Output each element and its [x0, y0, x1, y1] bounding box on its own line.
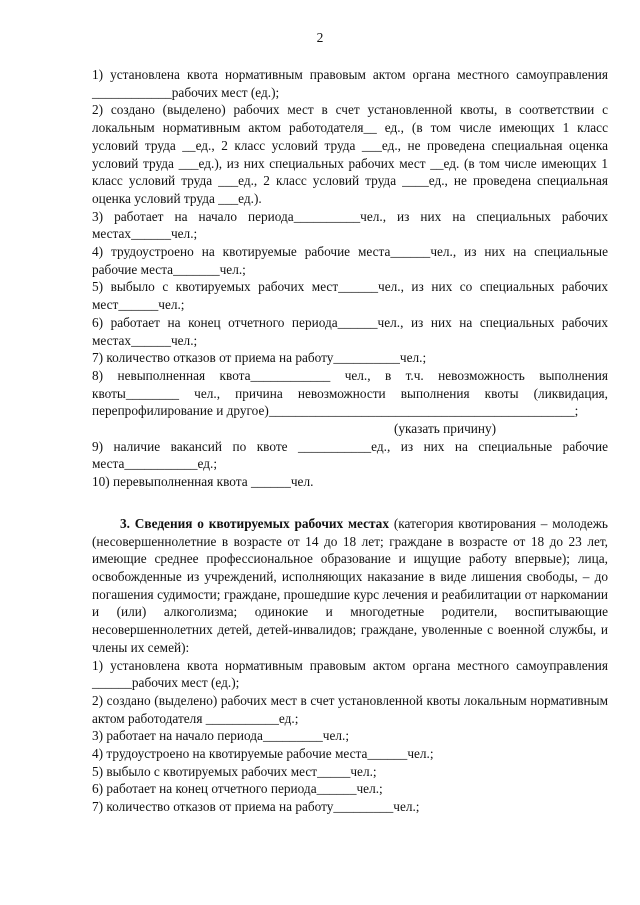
section3-item-7: 7) количество отказов от приема на работу_________чел.; — [92, 799, 420, 815]
page-number: 2 — [316, 30, 324, 45]
section3-heading — [92, 515, 608, 657]
block1-item-3: 3) работает на начало периода__________чел., из них на специальных рабочих местах______чел.; — [92, 208, 608, 242]
section3-item-6: 6) работает на конец отчетного периода______чел.; — [92, 781, 383, 797]
block1-item-1: 1) установлена квота нормативным правовым актом органа местного самоуправления ____________рабочих мест (ед.); — [92, 67, 608, 100]
section3-item-4: 4) трудоустроено на квотируемые рабочие места______чел.; — [92, 746, 434, 762]
block1-item-9: 9) наличие вакансий по квоте ___________ед., из них на специальные рабочие места___________ед.; — [92, 438, 608, 472]
block1-item-4: 4) трудоустроено на квотируемые рабочие места______чел., из них на специальные рабочие места_______чел.; — [92, 244, 608, 277]
section-spacer — [92, 491, 608, 515]
block1-item-5: 5) выбыло с квотируемых рабочих мест______чел., из них со специальных рабочих мест______чел.; — [92, 279, 608, 313]
block1-item-7: 7) количество отказов от приема на работу__________чел.; — [92, 350, 427, 366]
block1-item-8: 8) невыполненная квота____________ чел., в т.ч. невозможность выполнения квоты________ чел., причина невозможности выполнения квоты (ликвидация, перепрофилирование и другое)______________________________________________; — [92, 367, 608, 419]
section3-title-rest: (категория квотирования – молодежь (несовершеннолетние в возрасте от 14 до 18 лет; граждане в возрасте от 18 до 23 лет, имеющие среднее профессиональное образование и ищущие работу впервые); лица, освобожденные из учреждений, исполняющих наказание в виде лишения свободы, – до погашения судимости; граждане, прошедшие курс лечения и реабилитации от наркомании и (или) алкоголизма; одинокие и многодетные родители, воспитывающие несовершеннолетних детей, детей-инвалидов; граждане, уволенные с военной службы, и члены их семей): — [92, 515, 608, 655]
section3-item-3: 3) работает на начало периода_________чел.; — [92, 728, 350, 744]
section3-item-2: 2) создано (выделено) рабочих мест в счет установленной квоты локальным нормативным актом работодателя ___________ед.; — [92, 692, 608, 726]
block1-item-10: 10) перевыполненная квота ______чел. — [92, 474, 314, 490]
block1-item-6: 6) работает на конец отчетного периода______чел., из них на специальных рабочих местах______чел.; — [92, 314, 608, 348]
section3-title-bold: 3. Сведения о квотируемых рабочих местах — [120, 515, 389, 531]
document-body — [92, 66, 608, 816]
block1-item-2: 2) создано (выделено) рабочих мест в счет установленной квоты, в соответствии с локальным нормативным актом работодателя__ ед., (в том числе имеющих 1 класс условий труда __ед., 2 класс условий труда ___ед., не проведена специальная оценка условий труда ___ед.), из них специальных рабочих мест __ед. (в том числе имеющих 1 класс условий труда ___ед., 2 класс условий труда ____ед., не проведена специальная оценка условий труда ___ед.). — [92, 102, 608, 206]
section3-item-1: 1) установлена квота нормативным правовым актом органа местного самоуправления ______рабочих мест (ед.); — [92, 657, 608, 691]
section3-item-5: 5) выбыло с квотируемых рабочих мест_____чел.; — [92, 763, 377, 779]
reason-caption: (указать причину) — [393, 421, 497, 437]
